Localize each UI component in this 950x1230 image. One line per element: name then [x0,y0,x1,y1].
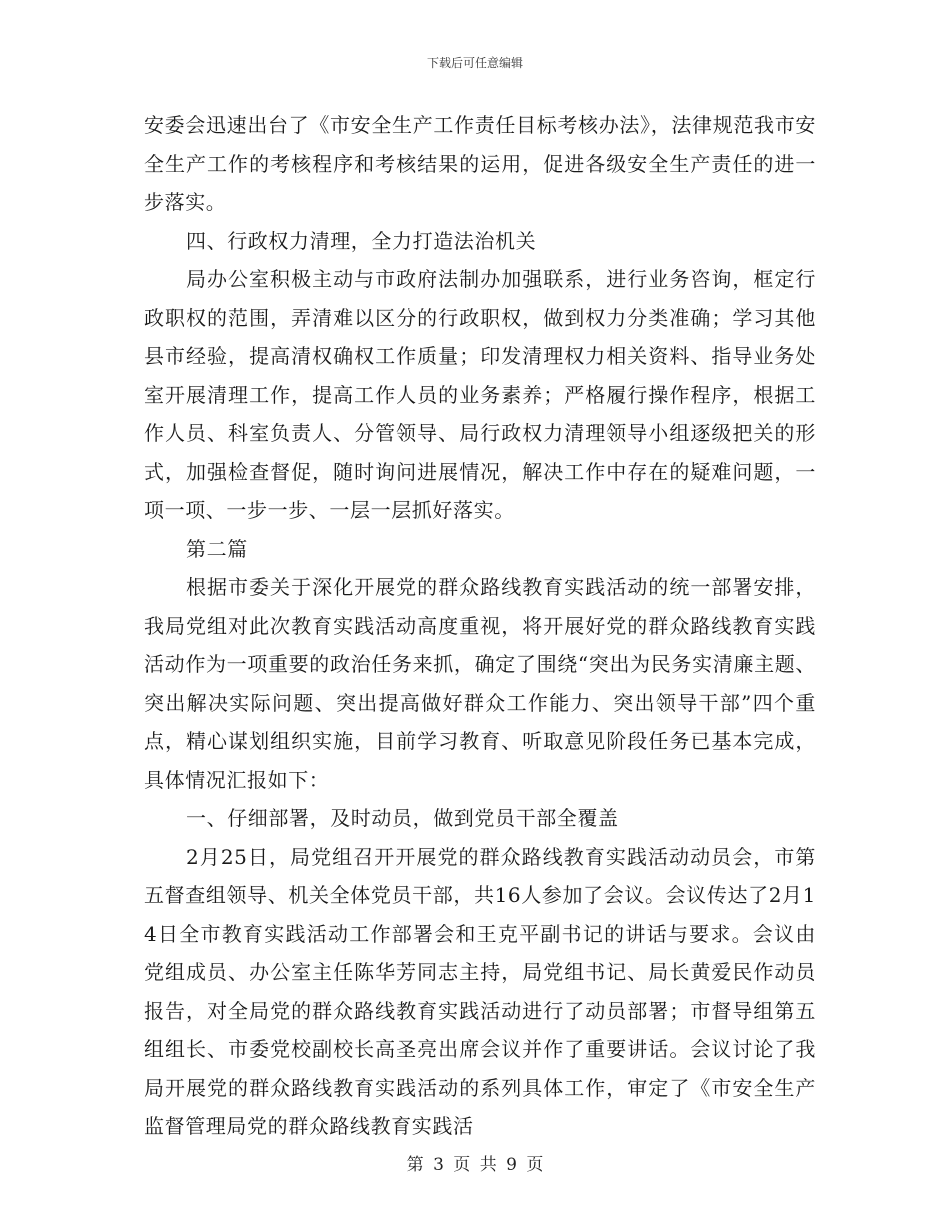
document-body [144,106,816,1146]
paragraph: 2月25日，局党组召开开展党的群众路线教育实践活动动员会，市第五督查组领导、机关全体党员干部，共16人参加了会议。会议传达了2月14日全市教育实践活动工作部署会和王克平副书记的讲话与要求。会议由党组成员、办公室主任陈华芳同志主持，局党组书记、局长黄爱民作动员报告，对全局党的群众路线教育实践活动进行了动员部署；市督导组第五组组长、市委党校副校长高圣亮出席会议并作了重要讲话。会议讨论了我局开展党的群众路线教育实践活动的系列具体工作，审定了《市安全生产监督管理局党的群众路线教育实践活 [144,844,816,1138]
section-heading: 四、行政权力清理，全力打造法治机关 [186,228,537,253]
section-heading: 一、仔细部署，及时动员，做到党员干部全覆盖 [186,806,619,830]
paragraph: 根据市委关于深化开展党的群众路线教育实践活动的统一部署安排，我局党组对此次教育实践活动高度重视，将开展好党的群众路线教育实践活动作为一项重要的政治任务来抓，确定了围绕“突出为民务实清廉主题、突出解决实际问题、突出提高做好群众工作能力、突出领导干部”四个重点，精心谋划组织实施，目前学习教育、听取意见阶段任务已基本完成，具体情况汇报如下： [144,575,816,792]
page-header: 下载后可任意编辑 [426,56,523,70]
paragraph: 局办公室积极主动与市政府法制办加强联系，进行业务咨询，框定行政职权的范围，弄清难以区分的行政职权，做到权力分类准确；学习其他县市经验，提高清权确权工作质量；印发清理权力相关资料、指导业务处室开展清理工作，提高工作人员的业务素养；严格履行操作程序，根据工作人员、科室负责人、分管领导、局行政权力清理领导小组逐级把关的形式，加强检查督促，随时询问进展情况，解决工作中存在的疑难问题，一项一项、一步一步、一层一层抓好落实。 [144,267,816,522]
page-footer: 第 3 页 共 9 页 [406,1155,544,1175]
section-title: 第二篇 [186,536,248,561]
paragraph: 安委会迅速出台了《市安全生产工作责任目标考核办法》，法律规范我市安全生产工作的考核程序和考核结果的运用，促进各级安全生产责任的进一步落实。 [144,113,816,214]
